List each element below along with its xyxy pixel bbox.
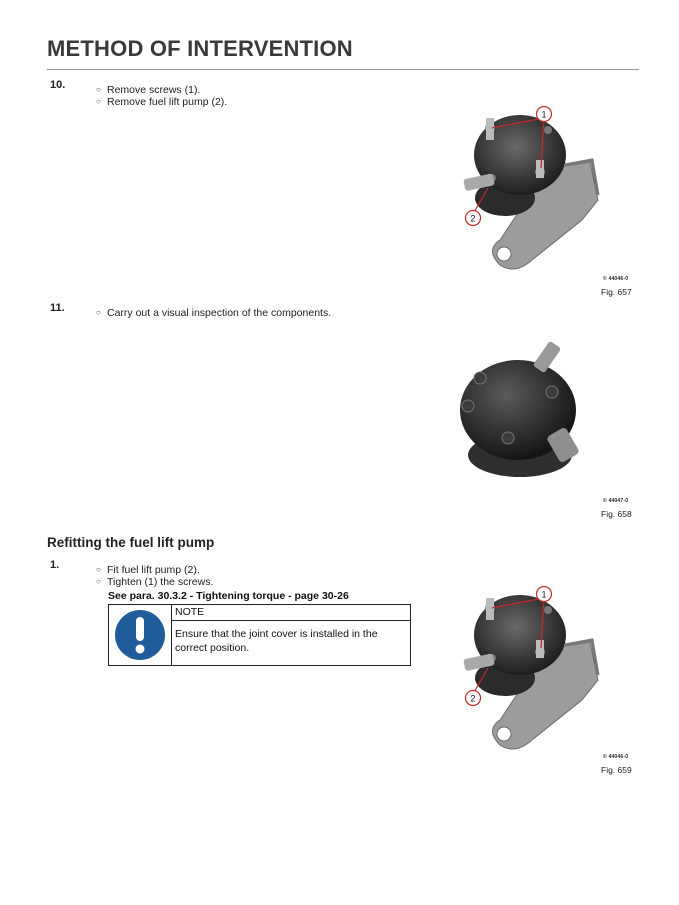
fuel-lift-pump-photo — [440, 330, 600, 490]
figure-label: Fig. 658 — [601, 509, 632, 519]
note-label: NOTE — [175, 606, 205, 618]
fuel-lift-pump-illustration — [420, 570, 635, 760]
figure-image — [440, 330, 600, 490]
bullet-circle-icon: ○ — [96, 97, 101, 106]
figure-label: Fig. 657 — [601, 287, 632, 297]
note-divider — [172, 620, 410, 621]
step-number: 10. — [50, 79, 66, 91]
step-number: 1. — [50, 559, 60, 571]
figure-code: © 44046-0 — [603, 754, 629, 760]
cross-reference: See para. 30.3.2 - Tightening torque - page 30-26 — [108, 590, 349, 602]
page-title: METHOD OF INTERVENTION — [47, 36, 353, 61]
bullet-circle-icon: ○ — [96, 85, 101, 94]
fuel-lift-pump-illustration — [420, 90, 635, 280]
step-bullet: ○ Tighten (1) the screws. — [96, 576, 214, 588]
figure-image — [420, 570, 635, 760]
callout-1-label: 1 — [541, 109, 547, 120]
title-divider — [47, 69, 639, 70]
callout-2-label: 2 — [470, 213, 476, 224]
step-bullet: ○ Remove fuel lift pump (2). — [96, 96, 228, 108]
step-number: 11. — [50, 302, 65, 314]
note-text: Ensure that the joint cover is installed in the correct position. — [175, 628, 378, 654]
figure-image — [420, 90, 635, 280]
figure-code: © 44047-0 — [603, 498, 629, 504]
step-bullet: ○ Carry out a visual inspection of the components. — [96, 307, 332, 319]
figure-label: Fig. 659 — [601, 765, 632, 775]
callout-2-label: 2 — [470, 693, 476, 704]
bullet-circle-icon: ○ — [96, 308, 101, 317]
note-icon-cell — [109, 605, 172, 665]
exclamation-icon — [109, 605, 171, 665]
step-bullet: ○ Fit fuel lift pump (2). — [96, 564, 200, 576]
bullet-circle-icon: ○ — [96, 565, 101, 574]
callout-1-label: 1 — [541, 589, 547, 600]
step-bullet: ○ Remove screws (1). — [96, 84, 201, 96]
section-heading: Refitting the fuel lift pump — [47, 535, 215, 550]
figure-code: © 44046-0 — [603, 276, 629, 282]
note-box — [108, 604, 411, 666]
bullet-circle-icon: ○ — [96, 577, 101, 586]
